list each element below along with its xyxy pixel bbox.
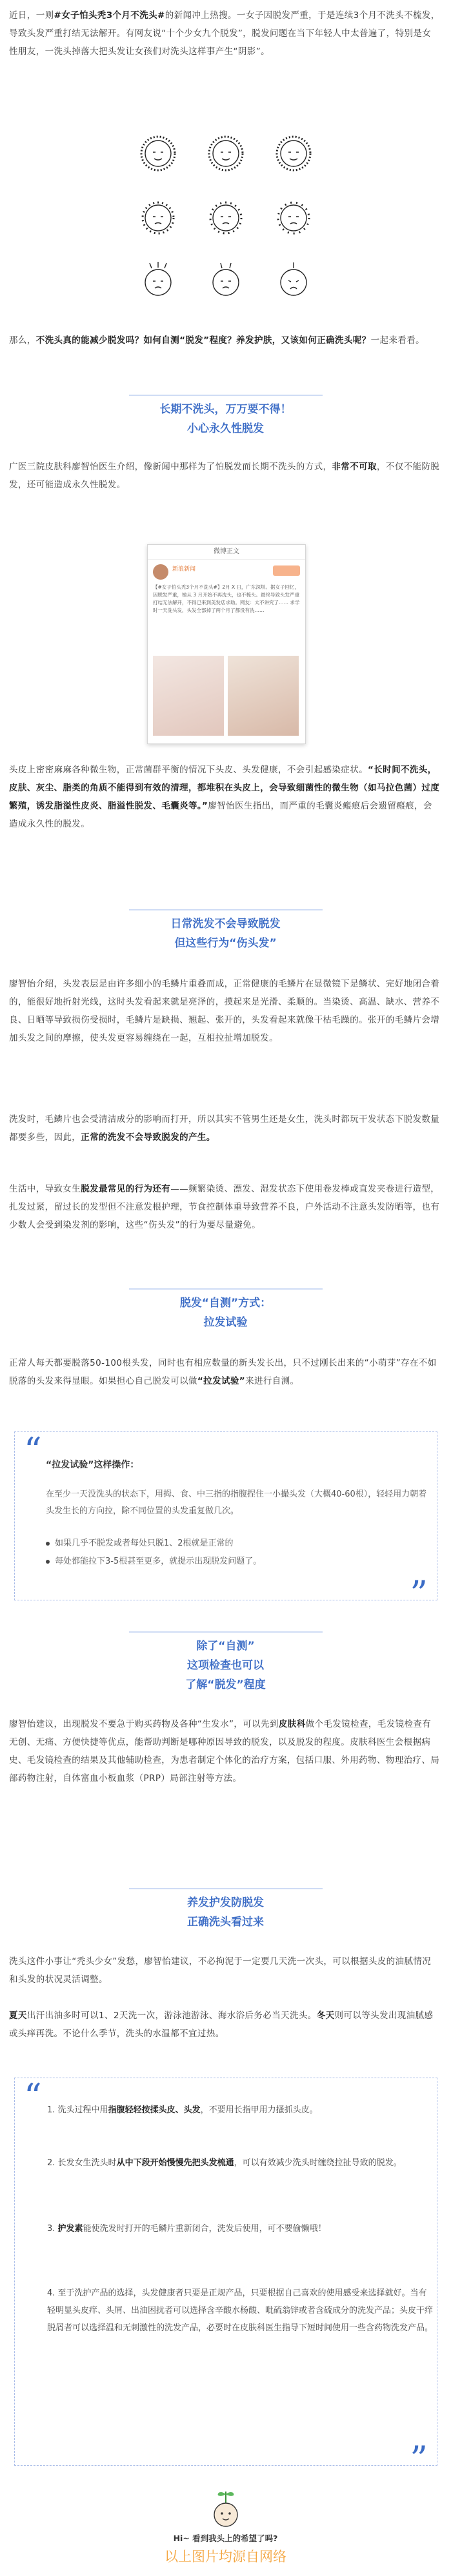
section-3-p3-text-a: 生活中，导致女生 xyxy=(9,1184,81,1194)
heading-2-underline xyxy=(129,909,323,910)
weibo-post-text: 【#女子怕头秃3个月不洗头#】2月 X 日，广东深圳。据女子回忆，因脱发严重，她从 3 月开始不再洗头，也不梳头。最终导致头发严重打结无法解开，不得已来到美发店求助。网友：太不讲究了…… 求学时一天洗头发，头发全部掉了两个月了都没有洗…… xyxy=(153,584,300,613)
section-2-text-b: “长时间不洗头，皮肤、灰尘、脂类的角质不能得到有效的清理，都堆积在头皮上，会导致细菌性的微生物（如马拉色菌）过度繁殖，诱发脂溢性皮炎、脂溢性脱发、毛囊炎等。” xyxy=(9,765,440,811)
pull-test-bullet-1-text: 如果几乎不脱发或者每处只脱1、2根就是正常的 xyxy=(55,1539,234,1548)
wash-tip-1 xyxy=(47,2101,434,2119)
heading-4-line-1: 除了“自测” xyxy=(196,1640,255,1653)
heading-5 xyxy=(0,1893,451,1932)
wash-tip-3-text-a: 护发素 xyxy=(57,2224,83,2234)
wash-tip-4-text: 至于洗护产品的选择，头发健康者只要是正规产品，只要根据自己喜欢的使用感受来选择就好。当有轻明显头皮痒、头屑、出油困扰者可以选择含辛酸水杨酸、吡硫翁锌或者含硫成分的洗发产品；头皮干痒脱屑者可以选择温和无刺激性的洗发产品，必要时在皮肤科医生指导下短时间使用一些含药物洗发产品。 xyxy=(47,2288,434,2333)
section-4-paragraph xyxy=(9,1354,440,1390)
pull-test-bullet-1 xyxy=(46,1535,433,1552)
section-5-text-a: 廖智怡建议，出现脱发不要急于购买药物及各种“生发水”，可以先到 xyxy=(9,1719,279,1729)
quote-open-icon: “ xyxy=(24,1430,42,1471)
section-3-p2-text-a: 洗发时，毛鳞片也会受清洁成分的影响而打开，所以其实不管男生还是女生，洗头时都玩干发状态下脱发数量都要多些，因此， xyxy=(9,1114,440,1143)
wash-tip-3-number: 3. xyxy=(47,2224,55,2234)
bullet-icon xyxy=(46,1560,50,1564)
section-1-text-a: 广医三院皮肤科廖智怡医生介绍，像新闻中那样为了怕脱发而长期不洗头的方式， xyxy=(9,462,332,472)
wash-tip-2-text-a: 长发女生洗头时 xyxy=(57,2158,117,2168)
wash-tip-2-text-b: 从中下段开始慢慢先把头发梳通 xyxy=(116,2158,234,2168)
pull-test-bullet-2-text: 每处都能拉下3-5根甚至更多，就提示出现脱发问题了。 xyxy=(55,1557,262,1566)
wash-tip-2-text-c: ，可以有效减少洗头时缠绕拉扯导致的脱发。 xyxy=(234,2158,402,2168)
question-text-a: 那么， xyxy=(9,335,36,346)
intro-paragraph xyxy=(9,6,440,61)
wash-tip-1-text-c: ，不要用长指甲用力搔抓头皮。 xyxy=(200,2105,318,2115)
question-paragraph xyxy=(9,331,440,349)
heading-5-line-1: 养发护发防脱发 xyxy=(187,1896,264,1909)
heading-3-line-1: 脱发“自测”方式： xyxy=(179,1297,272,1310)
section-2-text-c: 廖智怡医生指出，而严重的毛囊炎瘢痕后会遗留瘢痕，会造成永久性的脱发。 xyxy=(9,801,432,829)
heading-4-line-3: 了解“脱发”程度 xyxy=(185,1678,266,1691)
wash-tip-1-text-a: 洗头过程中用 xyxy=(57,2105,108,2115)
section-6-paragraph-1: 洗头这件小事让“秃头少女”发愁，廖智怡建议，不必拘泥于一定要几天洗一次头，可以根据头皮的油腻情况和头发的状况灵活调整。 xyxy=(9,1956,432,1985)
section-1-text-b: 非常不可取 xyxy=(332,462,377,472)
section-5-text-b: 皮肤科 xyxy=(278,1719,306,1729)
section-6-winter-text: 则可以等头发出现油腻感或头痒再洗。不论什么季节，洗头的水温都不宜过热。 xyxy=(9,2011,434,2039)
section-3-p2-text-b: 正常的洗发不会导致脱发的产生。 xyxy=(81,1132,215,1143)
question-text-c: 一起来看看。 xyxy=(370,335,425,346)
section-6-summer-text: 出汗出油多时可以1、2天洗一次，游泳池游泳、海水浴后务必当天洗头。 xyxy=(26,2011,317,2021)
section-1-paragraph xyxy=(9,458,440,494)
wash-tip-3-text-b: 能使洗发时打开的毛鳞片重新闭合，洗发后使用，可不要偷懒哦！ xyxy=(83,2224,326,2234)
wash-tip-3 xyxy=(47,2220,434,2237)
section-6-summer: 夏天 xyxy=(9,2011,27,2021)
pull-test-instructions: 在至少一天没洗头的状态下，用拇、食、中三指的指腹捏住一小撮头发（大概40-60根），轻轻用力朝着头发生长的方向拉，除不同位置的头发重复做几次。 xyxy=(46,1490,427,1516)
section-4-text-c: 来进行自测。 xyxy=(245,1376,299,1386)
heading-4-underline xyxy=(129,1631,323,1633)
weibo-screenshot-bar: 微博正文 xyxy=(148,545,305,560)
footer-image-credit: 以上图片均源自网络 xyxy=(165,2549,286,2564)
quote-close-icon: ” xyxy=(410,2439,428,2479)
footer-caption: Hi~ 看到我头上的希望了吗? xyxy=(173,2533,278,2543)
wash-tip-2-number: 2. xyxy=(47,2158,55,2168)
weibo-screenshot-image xyxy=(147,544,306,744)
wash-tip-2 xyxy=(47,2154,434,2172)
wash-tip-1-text-b: 指腹轻轻按揉头皮、头发 xyxy=(108,2105,201,2115)
cartoon-faces-illustration xyxy=(123,123,329,316)
intro-text-a: 近日，一则 xyxy=(9,10,54,21)
section-5-text-c: 做个毛发镜检查，毛发镜检查有无创、无痛、方便快捷等优点，能帮助判断是哪种原因导致的脱发，以及脱发的程度。皮肤科医生会根据病史、毛发镜检查的结果及其他辅助检查，为患者制定个体化的治疗方案，包括口服、外用药物、物理治疗、局部药物注射，自体富血小板血浆（PRP）局部注射等方法。 xyxy=(9,1719,440,1784)
heading-3 xyxy=(0,1293,451,1332)
heading-2-line-2: 但这些行为“伤头发” xyxy=(174,937,277,950)
heading-3-underline xyxy=(129,1288,323,1290)
question-text-b: 不洗头真的能减少脱发吗？如何自测“脱发”程度？养发护肤，又该如何正确洗头呢？ xyxy=(35,335,371,346)
weibo-photo-2 xyxy=(228,656,299,736)
heading-1 xyxy=(0,400,451,438)
section-6-winter: 冬天 xyxy=(316,2011,335,2021)
intro-hashtag: #女子怕头秃3个月不洗头# xyxy=(54,10,165,21)
pull-test-title: “拉发试验”这样操作： xyxy=(46,1460,139,1470)
intro-text-c: 的新闻冲上热搜。一女子因脱发严重，于是连续3个月不洗头不梳发，导致头发严重打结无法解开。有网友说“十个少女九个脱发”，脱发问题在当下年轻人中太普遍了，特别是女性朋友，一洗头掉落大把头发让女孩们对洗头这样事产生“阴影”。 xyxy=(9,10,440,57)
wash-tips-box xyxy=(14,2076,437,2479)
quote-close-icon: ” xyxy=(410,1573,428,1614)
section-3-p3-text-c: ——频繁染烫、漂发、湿发状态下使用卷发棒或直发夹卷进行造型，扎发过紧，留过长的发型但不注意发根护理，节食控制体重导致营养不良，户外活动不注意头发防晒等，也有少数人会受到染发剂的影响，这些“伤头发”的行为要尽量避免。 xyxy=(9,1184,440,1230)
section-5-paragraph xyxy=(9,1715,440,1787)
heading-1-line-2: 小心永久性脱发 xyxy=(187,422,264,435)
heading-2 xyxy=(0,914,451,953)
pull-test-bullet-2 xyxy=(46,1553,433,1570)
weibo-follow-badge xyxy=(273,565,300,576)
wash-tip-4 xyxy=(47,2285,434,2337)
heading-2-line-1: 日常洗发不会导致脱发 xyxy=(170,918,281,930)
section-3-paragraph-3 xyxy=(9,1180,440,1234)
section-3-paragraph-1: 廖智怡介绍，头发表层是由许多细小的毛鳞片重叠而成，正常健康的毛鳞片在显微镜下是鳞状、完好地闭合着的，能很好地折射光线，这时头发看起来就是亮泽的，摸起来是光滑、柔顺的。当染烫、高温、缺水、营养不良、日晒等导致损伤受损时，毛鳞片是缺损、翘起、张开的，头发看起来就像干枯毛躁的。张开的毛鳞片会增加头发之间的摩擦，使头发更容易缠绕在一起，互相拉扯增加脱发。 xyxy=(9,979,440,1043)
weibo-avatar xyxy=(153,564,168,580)
section-4-text-a: 正常人每天都要脱落50-100根头发，同时也有相应数量的新头发长出，只不过刚长出来的“小萌芽”存在不如脱落的头发来得显眼。如果担心自己脱发可以做 xyxy=(9,1358,437,1386)
section-6-paragraph-2 xyxy=(9,2007,440,2043)
heading-5-underline xyxy=(129,1888,323,1889)
section-1-text-c: ，不仅不能防脱发，还可能造成永久性脱发。 xyxy=(9,462,440,490)
sprout-mascot-icon xyxy=(209,2489,243,2528)
section-2-paragraph xyxy=(9,761,440,833)
wash-tip-4-number: 4. xyxy=(47,2288,55,2298)
section-4-text-b: “拉发试验” xyxy=(197,1376,246,1386)
heading-3-line-2: 拉发试验 xyxy=(203,1316,248,1329)
wash-tip-1-number: 1. xyxy=(47,2105,55,2115)
section-2-text-a: 头皮上密密麻麻各种微生物，正常菌群平衡的情况下头皮、头发健康，不会引起感染症状。 xyxy=(9,765,368,775)
section-3-p3-text-b: 脱发最常见的行为还有 xyxy=(81,1184,171,1194)
quote-open-icon: “ xyxy=(24,2076,42,2117)
heading-4-line-2: 这项检查也可以 xyxy=(187,1659,264,1672)
bullet-icon xyxy=(46,1542,50,1546)
heading-5-line-2: 正确洗头看过来 xyxy=(187,1916,264,1929)
weibo-username: 新浪新闻 xyxy=(172,566,196,573)
heading-1-underline xyxy=(129,395,323,396)
pull-test-box xyxy=(14,1430,437,1614)
heading-4 xyxy=(0,1637,451,1695)
section-3-paragraph-2 xyxy=(9,1110,440,1146)
heading-1-line-1: 长期不洗头，万万要不得！ xyxy=(159,403,292,416)
weibo-photo-1 xyxy=(153,656,224,736)
